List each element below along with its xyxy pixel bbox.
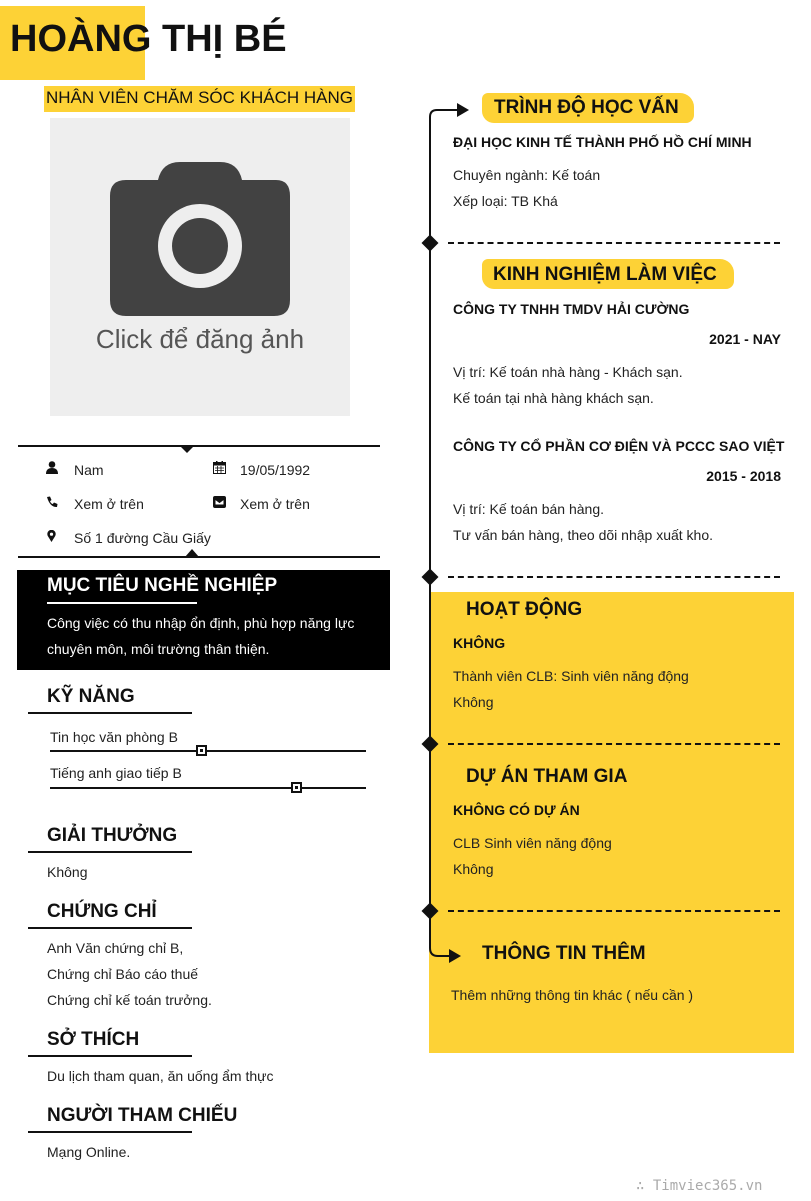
skill-2-track [50,787,366,789]
skill-1-track [50,750,366,752]
certificates-underline [28,927,192,929]
education-major[interactable]: Chuyên ngành: Kế toán [453,167,601,183]
certificate-item[interactable]: Anh Văn chứng chỉ B, [47,940,184,956]
timeline-line [429,138,431,928]
projects-subtitle[interactable]: KHÔNG CÓ DỰ ÁN [453,802,580,818]
activities-subtitle[interactable]: KHÔNG [453,635,506,651]
section-divider [448,910,780,912]
timeline-node [422,569,439,586]
objective-title[interactable]: MỤC TIÊU NGHỀ NGHIỆP [47,575,278,596]
job-title[interactable]: NHÂN VIÊN CHĂM SÓC KHÁCH HÀNG [44,86,355,112]
candidate-name[interactable]: HOÀNG THỊ BÉ [10,18,287,60]
job-2-description[interactable]: Tư vấn bán hàng, theo dõi nhập xuất kho. [453,527,714,543]
skill-2-knob[interactable] [291,782,302,793]
projects-line[interactable]: Không [453,861,494,877]
job-2-position[interactable]: Vị trí: Kế toán bán hàng. [453,501,604,517]
timeline-bottom-curve [427,926,463,970]
certificate-item[interactable]: Chứng chỉ kế toán trưởng. [47,992,212,1008]
activities-line[interactable]: Thành viên CLB: Sinh viên năng động [453,668,689,684]
projects-title[interactable]: DỰ ÁN THAM GIA [466,766,628,787]
skill-2-label[interactable]: Tiếng anh giao tiếp B [50,765,182,781]
references-text[interactable]: Mạng Online. [47,1144,131,1160]
section-divider [448,743,780,745]
job-1-period[interactable]: 2021 - NAY [709,331,781,347]
camera-icon [110,160,290,318]
awards-underline [28,851,192,853]
activities-line[interactable]: Không [453,694,494,710]
info-bottom-arrow [185,549,199,557]
education-title[interactable]: TRÌNH ĐỘ HỌC VẤN [494,97,679,118]
job-2-company[interactable]: CÔNG TY CỔ PHẦN CƠ ĐIỆN VÀ PCCC SAO VIỆT [453,438,785,454]
gender-value[interactable]: Nam [74,462,104,478]
references-underline [28,1131,192,1133]
skill-1-label[interactable]: Tin học văn phòng B [50,729,178,745]
extra-title[interactable]: THÔNG TIN THÊM [482,943,646,964]
hobbies-text[interactable]: Du lịch tham quan, ăn uống ẩm thực [47,1068,274,1084]
info-top-arrow [180,446,194,454]
location-icon [47,530,56,542]
awards-title[interactable]: GIẢI THƯỞNG [47,825,178,846]
section-divider [448,576,780,578]
experience-title[interactable]: KINH NGHIỆM LÀM VIỆC [493,264,717,285]
job-1-company[interactable]: CÔNG TY TNHH TMDV HẢI CƯỜNG [453,301,690,317]
email-value[interactable]: Xem ở trên [240,496,310,512]
projects-line[interactable]: CLB Sinh viên năng động [453,835,612,851]
photo-upload-label: Click để đăng ảnh [95,324,305,354]
objective-text[interactable]: Công việc có thu nhập ổn định, phù hợp năng lực chuyên môn, môi trường thân thiện. [47,615,355,657]
phone-icon [46,496,58,508]
job-1-position[interactable]: Vị trí: Kế toán nhà hàng - Khách sạn. [453,364,683,380]
education-rank[interactable]: Xếp loại: TB Khá [453,193,558,209]
calendar-icon [213,461,226,474]
awards-text[interactable]: Không [47,864,88,880]
hobbies-title[interactable]: SỞ THÍCH [47,1029,140,1050]
section-divider [448,242,780,244]
address-value[interactable]: Số 1 đường Cầu Giấy [74,530,211,546]
watermark: ∴ Timviec365.vn [636,1178,763,1194]
birthday-value[interactable]: 19/05/1992 [240,462,311,478]
objective-section [17,570,390,670]
skill-1-knob[interactable] [196,745,207,756]
certificates-title[interactable]: CHỨNG CHỈ [47,901,157,922]
education-school[interactable]: ĐẠI HỌC KINH TẾ THÀNH PHỐ HỒ CHÍ MINH [453,134,752,150]
job-1-description[interactable]: Kế toán tại nhà hàng khách sạn. [453,390,654,406]
user-icon [46,461,58,474]
skills-title[interactable]: KỸ NĂNG [47,686,135,707]
skills-underline [28,712,192,714]
activities-title[interactable]: HOẠT ĐỘNG [466,599,583,620]
info-bottom-divider [18,556,380,558]
objective-underline [47,602,197,604]
job-2-period[interactable]: 2015 - 2018 [706,468,781,484]
certificate-item[interactable]: Chứng chỉ Báo cáo thuế [47,966,199,982]
info-top-divider [18,445,380,447]
hobbies-underline [28,1055,192,1057]
phone-value[interactable]: Xem ở trên [74,496,144,512]
extra-text[interactable]: Thêm những thông tin khác ( nếu cần ) [451,987,694,1003]
photo-upload[interactable] [50,118,350,416]
email-icon [213,496,226,508]
timeline-node [422,235,439,252]
references-title[interactable]: NGƯỜI THAM CHIẾU [47,1105,238,1126]
